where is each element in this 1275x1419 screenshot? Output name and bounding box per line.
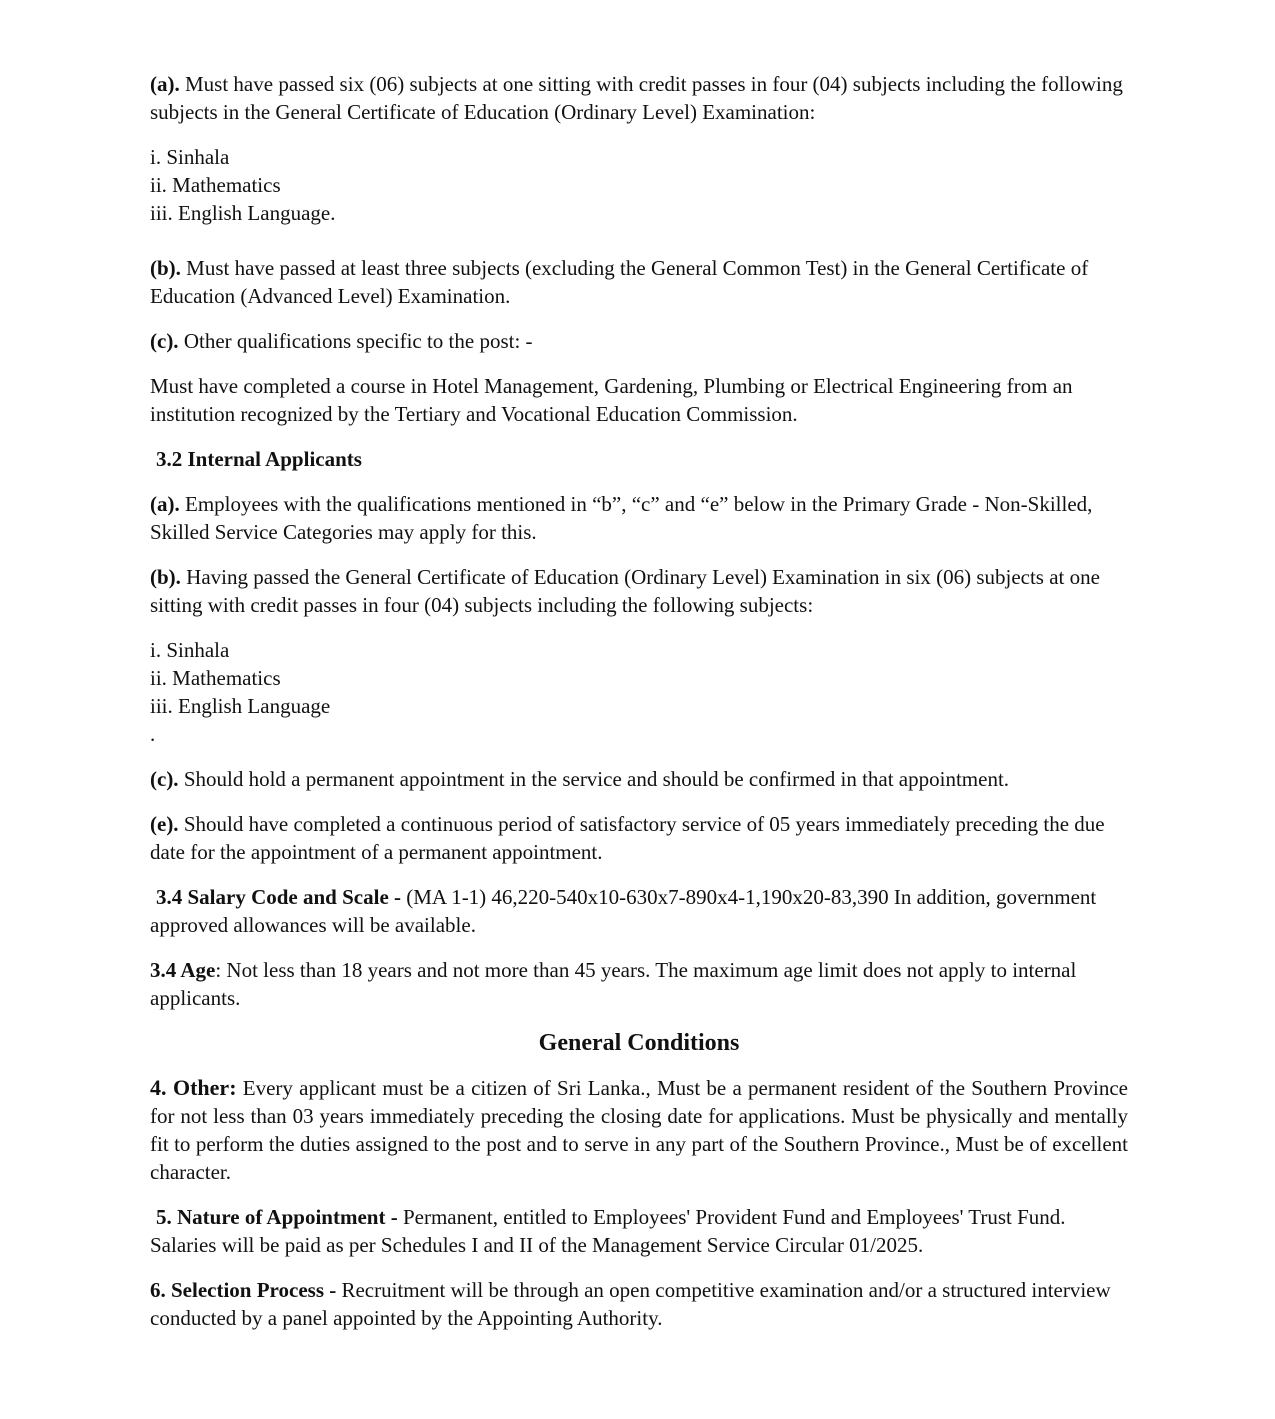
age-text: : Not less than 18 years and not more than 45 years. The maximum age limit does not apply to internal applicants. bbox=[150, 958, 1077, 1010]
selection-label: 6. Selection Process - bbox=[150, 1278, 337, 1302]
item-text: Should have completed a continuous period of satisfactory service of 05 years immediately preceding the due date for the appointment of a permanent appointment. bbox=[150, 812, 1105, 864]
list-item: iii. English Language bbox=[150, 694, 331, 718]
paragraph-int-b bbox=[150, 563, 1128, 619]
list-item: i. Sinhala bbox=[150, 145, 230, 169]
item-text: Must have passed at least three subjects (excluding the General Common Test) in the General Certificate of Education (Advanced Level) Examination. bbox=[150, 256, 1089, 308]
item-label: (e). bbox=[150, 812, 179, 836]
item-label: (c). bbox=[150, 767, 179, 791]
other-text: Every applicant must be a citizen of Sri Lanka., Must be a permanent resident of the Southern Province for not less than 03 years immediately preceding the closing date for applications. Must be physically and mentally fit to perform the duties assigned to the post and to serve in any part of the Southern Province., Must be of excellent character. bbox=[150, 1076, 1129, 1184]
list-item: . bbox=[150, 722, 156, 746]
paragraph-selection-process bbox=[150, 1276, 1128, 1332]
list-item: ii. Mathematics bbox=[150, 173, 281, 197]
item-label: (a). bbox=[150, 492, 180, 516]
paragraph-ext-b bbox=[150, 254, 1128, 310]
salary-label: 3.4 Salary Code and Scale - bbox=[156, 885, 402, 909]
paragraph-ext-a bbox=[150, 70, 1128, 126]
paragraph-other bbox=[150, 1074, 1128, 1186]
paragraph-ext-c-detail: Must have completed a course in Hotel Management, Gardening, Plumbing or Electrical Engineering from an institution recognized by the Tertiary and Vocational Education Commission. bbox=[150, 374, 1073, 426]
document-page bbox=[150, 70, 1128, 1349]
paragraph-int-c bbox=[150, 765, 1128, 793]
item-text: Should hold a permanent appointment in the service and should be confirmed in that appointment. bbox=[183, 767, 1010, 791]
item-label: (b). bbox=[150, 256, 181, 280]
paragraph-int-a bbox=[150, 490, 1128, 546]
list-item: iii. English Language. bbox=[150, 201, 336, 225]
subject-list-external bbox=[150, 143, 1128, 227]
age-label: 3.4 Age bbox=[150, 958, 216, 982]
nature-text: Permanent, entitled to Employees' Provident Fund and Employees' Trust Fund. Salaries will be paid as per Schedules I and II of the Management Service Circular 01/2025. bbox=[150, 1205, 1066, 1257]
paragraph-salary bbox=[150, 883, 1128, 939]
salary-text: (MA 1-1) 46,220-540x10-630x7-890x4-1,190x20-83,390 In addition, government approved allowances will be available. bbox=[150, 885, 1097, 937]
nature-label: 5. Nature of Appointment - bbox=[156, 1205, 398, 1229]
subject-list-internal bbox=[150, 636, 1128, 748]
paragraph-ext-c bbox=[150, 327, 1128, 355]
item-text: Employees with the qualifications mentioned in “b”, “c” and “e” below in the Primary Grade - Non-Skilled, Skilled Service Categories may apply for this. bbox=[150, 492, 1093, 544]
list-item: i. Sinhala bbox=[150, 638, 230, 662]
item-label: (a). bbox=[150, 72, 180, 96]
other-label: 4. Other: bbox=[150, 1075, 237, 1100]
item-text: Must have passed six (06) subjects at one sitting with credit passes in four (04) subjects including the following subjects in the General Certificate of Education (Ordinary Level) Examination: bbox=[150, 72, 1123, 124]
list-item: ii. Mathematics bbox=[150, 666, 281, 690]
paragraph-nature-of-appointment bbox=[150, 1203, 1128, 1259]
selection-text: Recruitment will be through an open competitive examination and/or a structured interview conducted by a panel appointed by the Appointing Authority. bbox=[150, 1278, 1111, 1330]
paragraph-int-e bbox=[150, 810, 1128, 866]
general-conditions-title: General Conditions bbox=[538, 1030, 740, 1056]
paragraph-age bbox=[150, 956, 1128, 1012]
item-text: Other qualifications specific to the post: - bbox=[183, 329, 533, 353]
section-heading-internal-applicants: 3.2 Internal Applicants bbox=[156, 447, 362, 471]
item-label: (c). bbox=[150, 329, 179, 353]
item-text: Having passed the General Certificate of Education (Ordinary Level) Examination in six (06) subjects at one sitting with credit passes in four (04) subjects including the following subjects: bbox=[150, 565, 1100, 617]
item-label: (b). bbox=[150, 565, 181, 589]
